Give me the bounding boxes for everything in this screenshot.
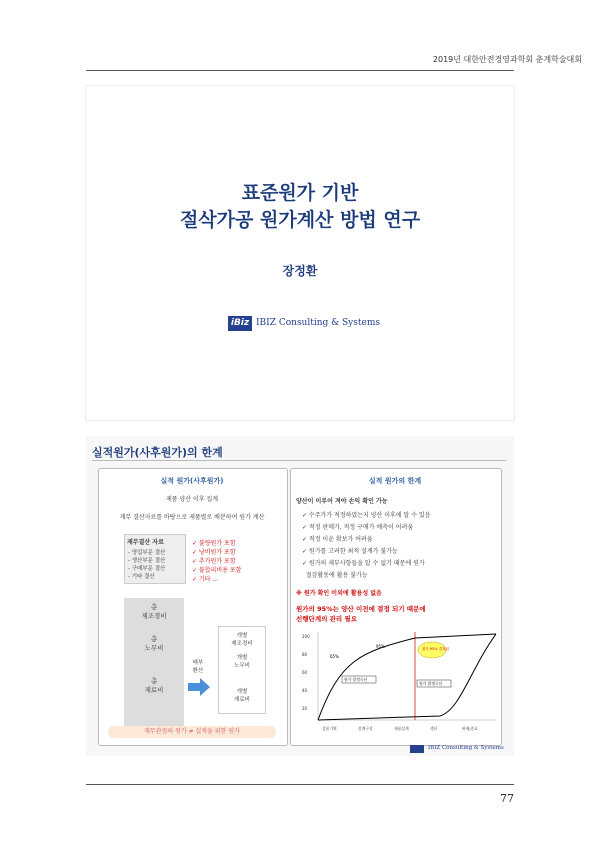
indiv-labor: 개별 노무비	[234, 655, 250, 669]
page-number: 77	[500, 792, 514, 805]
occur-label: 원가 발생곡선	[419, 681, 443, 686]
finance-item: - 생산부문 결산	[128, 558, 166, 564]
check-item: ✓ 기타 ...	[192, 576, 219, 583]
conclusion-1: 원가의 95%는 양산 이전에 결정 되기 때문에	[296, 605, 426, 613]
indiv-material: 개별 재료비	[234, 689, 250, 703]
check-item: ✓ 낭비원가 포함	[192, 549, 236, 556]
y-tick: 60	[302, 670, 308, 675]
indiv-box	[218, 626, 266, 714]
limit-item: ✓ 원가를 고려한 최적 설계가 불가능	[302, 548, 398, 555]
footer-rule	[86, 784, 514, 785]
finance-item: - 구매부문 결산	[128, 566, 166, 572]
right-lead: 양산이 이루어 져야 손익 확인 가능	[296, 498, 388, 505]
arrow-right-icon	[188, 678, 210, 696]
x-tick: 판매/종료	[462, 726, 478, 731]
right-note: ※ 원가 확인 이외에 활용성 없음	[296, 590, 382, 597]
right-heading: 실적 원가의 한계	[368, 477, 422, 485]
y-tick: 20	[302, 706, 308, 711]
decide-label: 원가 결정곡선	[344, 677, 368, 682]
alloc-label: 배부 환산	[192, 660, 204, 674]
total-labor: 총 노무비	[124, 630, 184, 662]
finance-item: - 영업부문 결산	[128, 550, 166, 556]
x-tick: 설계구상	[358, 726, 373, 731]
x-tick: 생산	[430, 726, 438, 731]
y-tick: 40	[302, 688, 308, 693]
left-heading: 실적 원가(사후원가)	[160, 477, 224, 485]
left-footer: 재무관점의 원가 ≠ 실적을 위한 원가	[108, 726, 276, 738]
check-item: ✓ 불합리비용 포함	[192, 567, 242, 574]
finance-list-title: 재무결산 자료	[127, 539, 164, 546]
label-95: 95%	[376, 644, 385, 649]
slide2-logo-text: IBIZ Consulting & Systems	[428, 745, 504, 751]
total-material: 총 재료비	[124, 662, 184, 726]
x-tick: 상품기획	[322, 726, 337, 731]
indiv-overhead: 개별 제조경비	[231, 633, 253, 647]
limit-item: 절감활동에 활용 불가능	[302, 572, 368, 579]
conference-header: 2019년 대한안전경영과학회 춘계학술대회	[432, 55, 582, 64]
cover-title-line2: 절삭가공 원가계산 방법 연구	[179, 209, 421, 231]
limit-list	[302, 510, 431, 582]
logo-text: IBIZ Consulting & Systems	[256, 318, 380, 328]
left-line1: 제품 양산 이후 집계	[165, 496, 219, 503]
ibiz-logo: iBiz	[228, 316, 252, 331]
slide2-rule	[92, 460, 506, 461]
author: 장정환	[282, 264, 318, 278]
y-tick: 80	[302, 652, 308, 657]
cover-slide	[86, 86, 514, 420]
limit-item: ✓ 적정 판매가, 적정 구매가 예측이 어려움	[302, 524, 414, 531]
bubble-label: 원가 95% 결정됨	[422, 647, 449, 651]
cost-curve-chart	[300, 630, 498, 734]
check-item: ✓ 불량원가 포함	[192, 540, 236, 547]
check-item: ✓ 추가원가 포함	[192, 558, 236, 565]
slide2-title: 실적원가(사후원가)의 한계	[92, 446, 223, 459]
slide2-logo-mark	[410, 745, 424, 753]
cost-checks	[192, 538, 241, 583]
header-rule	[86, 70, 514, 71]
finance-list-box	[124, 534, 186, 584]
cover-title-line1: 표준원가 기반	[241, 182, 359, 204]
conclusion-2: 선행단계의 관리 필요	[296, 615, 358, 623]
limit-item: ✓ 적정 이윤 확보가 어려움	[302, 536, 373, 543]
finance-item: - 기타 결산	[128, 574, 155, 580]
total-overhead: 총 제조경비	[124, 598, 184, 630]
y-tick: 100	[302, 634, 310, 639]
left-line2: 재무 결산자료를 바탕으로 제품별로 배분하여 원가 계산	[119, 514, 265, 521]
limit-item: ✓ 수주가가 적정하였는지 양산 이후에 알 수 있음	[302, 512, 431, 519]
limit-item: ✓ 원가의 세부사항들을 알 수 없기 때문에 원가	[302, 560, 425, 567]
label-65: 65%	[330, 654, 339, 659]
x-tick: 제품설계	[394, 726, 409, 731]
